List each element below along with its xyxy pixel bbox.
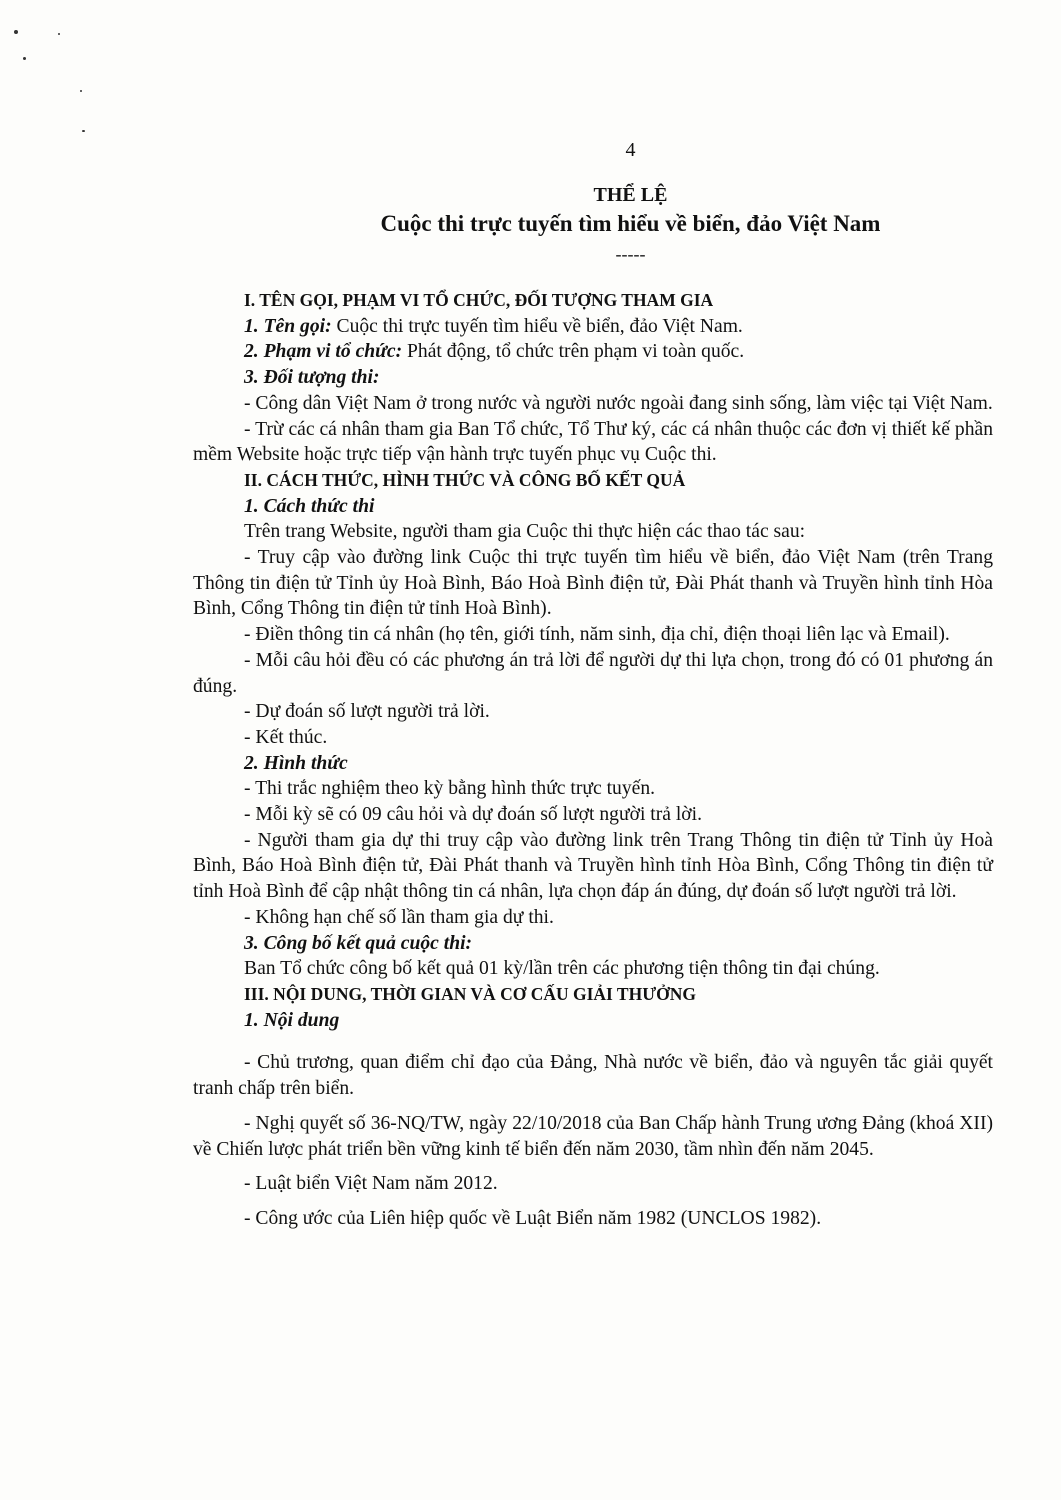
item-label: 1. Tên gọi: [244, 315, 332, 337]
scan-speck [80, 90, 82, 92]
scan-speck [23, 57, 26, 60]
paragraph: Ban Tổ chức công bố kết quả 01 kỳ/lần trên các phương tiện thông tin đại chúng. [244, 958, 880, 980]
paragraph [193, 314, 993, 340]
paragraph: - Mỗi kỳ sẽ có 09 câu hỏi và dự đoán số lượt người trả lời. [244, 804, 703, 826]
paragraph: - Không hạn chế số lần tham gia dự thi. [244, 906, 554, 928]
document-title: THỂ LỆ [593, 184, 668, 206]
subsection-heading: 3. Đối tượng thi: [244, 367, 380, 389]
paragraph: - Người tham gia dự thi truy cập vào đường link trên Trang Thông tin điện tử Tỉnh ủy Hoà Bình, Báo Hoà Bình điện tử, Đài Phát thanh và Truyền hình tỉnh Hòa Bình, Cổng Thông tin điện tử tỉnh Hoà Bình để cập nhật thông tin cá nhân, lựa chọn đáp án đúng, dự đoán số lượt người trả lời. [193, 829, 993, 903]
subsection-heading: 3. Công bố kết quả cuộc thi: [244, 932, 473, 954]
document-subtitle: Cuộc thi trực tuyến tìm hiểu về biển, đảo Việt Nam [380, 211, 881, 236]
section-heading: III. NỘI DUNG, THỜI GIAN VÀ CƠ CẤU GIẢI THƯỞNG [244, 983, 696, 1004]
title-separator: ----- [615, 244, 646, 264]
paragraph: - Công ước của Liên hiệp quốc về Luật Biển năm 1982 (UNCLOS 1982). [244, 1207, 822, 1229]
document-body [193, 288, 993, 1232]
page-number: 4 [625, 139, 636, 161]
scan-speck [14, 30, 18, 34]
item-label: 2. Phạm vi tổ chức: [244, 341, 403, 363]
paragraph: - Công dân Việt Nam ở trong nước và người nước ngoài đang sinh sống, làm việc tại Việt Nam. [244, 392, 993, 414]
section-heading: II. CÁCH THỨC, HÌNH THỨC VÀ CÔNG BỐ KẾT QUẢ [244, 469, 686, 490]
paragraph: - Điền thông tin cá nhân (họ tên, giới tính, năm sinh, địa chỉ, điện thoại liên lạc và Email). [244, 624, 950, 646]
paragraph: - Nghị quyết số 36-NQ/TW, ngày 22/10/2018 của Ban Chấp hành Trung ương Đảng (khoá XII) về Chiến lược phát triển bền vững kinh tế biển đến năm 2030, tầm nhìn đến năm 2045. [193, 1112, 993, 1160]
paragraph: - Truy cập vào đường link Cuộc thi trực tuyến tìm hiểu về biển, đảo Việt Nam (trên Trang Thông tin điện tử Tỉnh ủy Hoà Bình, Báo Hoà Bình điện tử, Đài Phát thanh và Truyền hình tỉnh Hòa Bình, Cổng Thông tin điện tử tỉnh Hoà Bình). [193, 547, 993, 620]
item-text: Cuộc thi trực tuyến tìm hiểu về biển, đảo Việt Nam. [331, 315, 743, 337]
subsection-heading: 1. Nội dung [244, 1009, 340, 1031]
subsection-heading: 2. Hình thức [244, 752, 348, 774]
item-text: Phát động, tổ chức trên phạm vi toàn quốc. [402, 341, 745, 363]
paragraph: - Chủ trương, quan điểm chỉ đạo của Đảng, Nhà nước về biển, đảo và nguyên tắc giải quyết tranh chấp trên biển. [193, 1052, 993, 1100]
paragraph: - Mỗi câu hỏi đều có các phương án trả lời để người dự thi lựa chọn, trong đó có 01 phương án đúng. [193, 649, 993, 697]
section-heading: I. TÊN GỌI, PHẠM VI TỔ CHỨC, ĐỐI TƯỢNG THAM GIA [244, 290, 714, 310]
paragraph: - Luật biển Việt Nam năm 2012. [244, 1173, 498, 1195]
paragraph: Trên trang Website, người tham gia Cuộc thi thực hiện các thao tác sau: [244, 521, 806, 543]
paragraph: - Kết thúc. [244, 726, 328, 748]
paragraph: - Thi trắc nghiệm theo kỳ bằng hình thức trực tuyến. [244, 778, 656, 800]
scan-speck [82, 130, 85, 132]
subsection-heading: 1. Cách thức thi [244, 495, 375, 517]
paragraph: - Dự đoán số lượt người trả lời. [244, 701, 490, 723]
scan-speck [58, 33, 60, 35]
paragraph: - Trừ các cá nhân tham gia Ban Tổ chức, Tổ Thư ký, các cá nhân thuộc các đơn vị thiết kế phần mềm Website hoặc trực tiếp vận hành trực tuyến phục vụ Cuộc thi. [193, 418, 993, 466]
paragraph [193, 339, 993, 365]
